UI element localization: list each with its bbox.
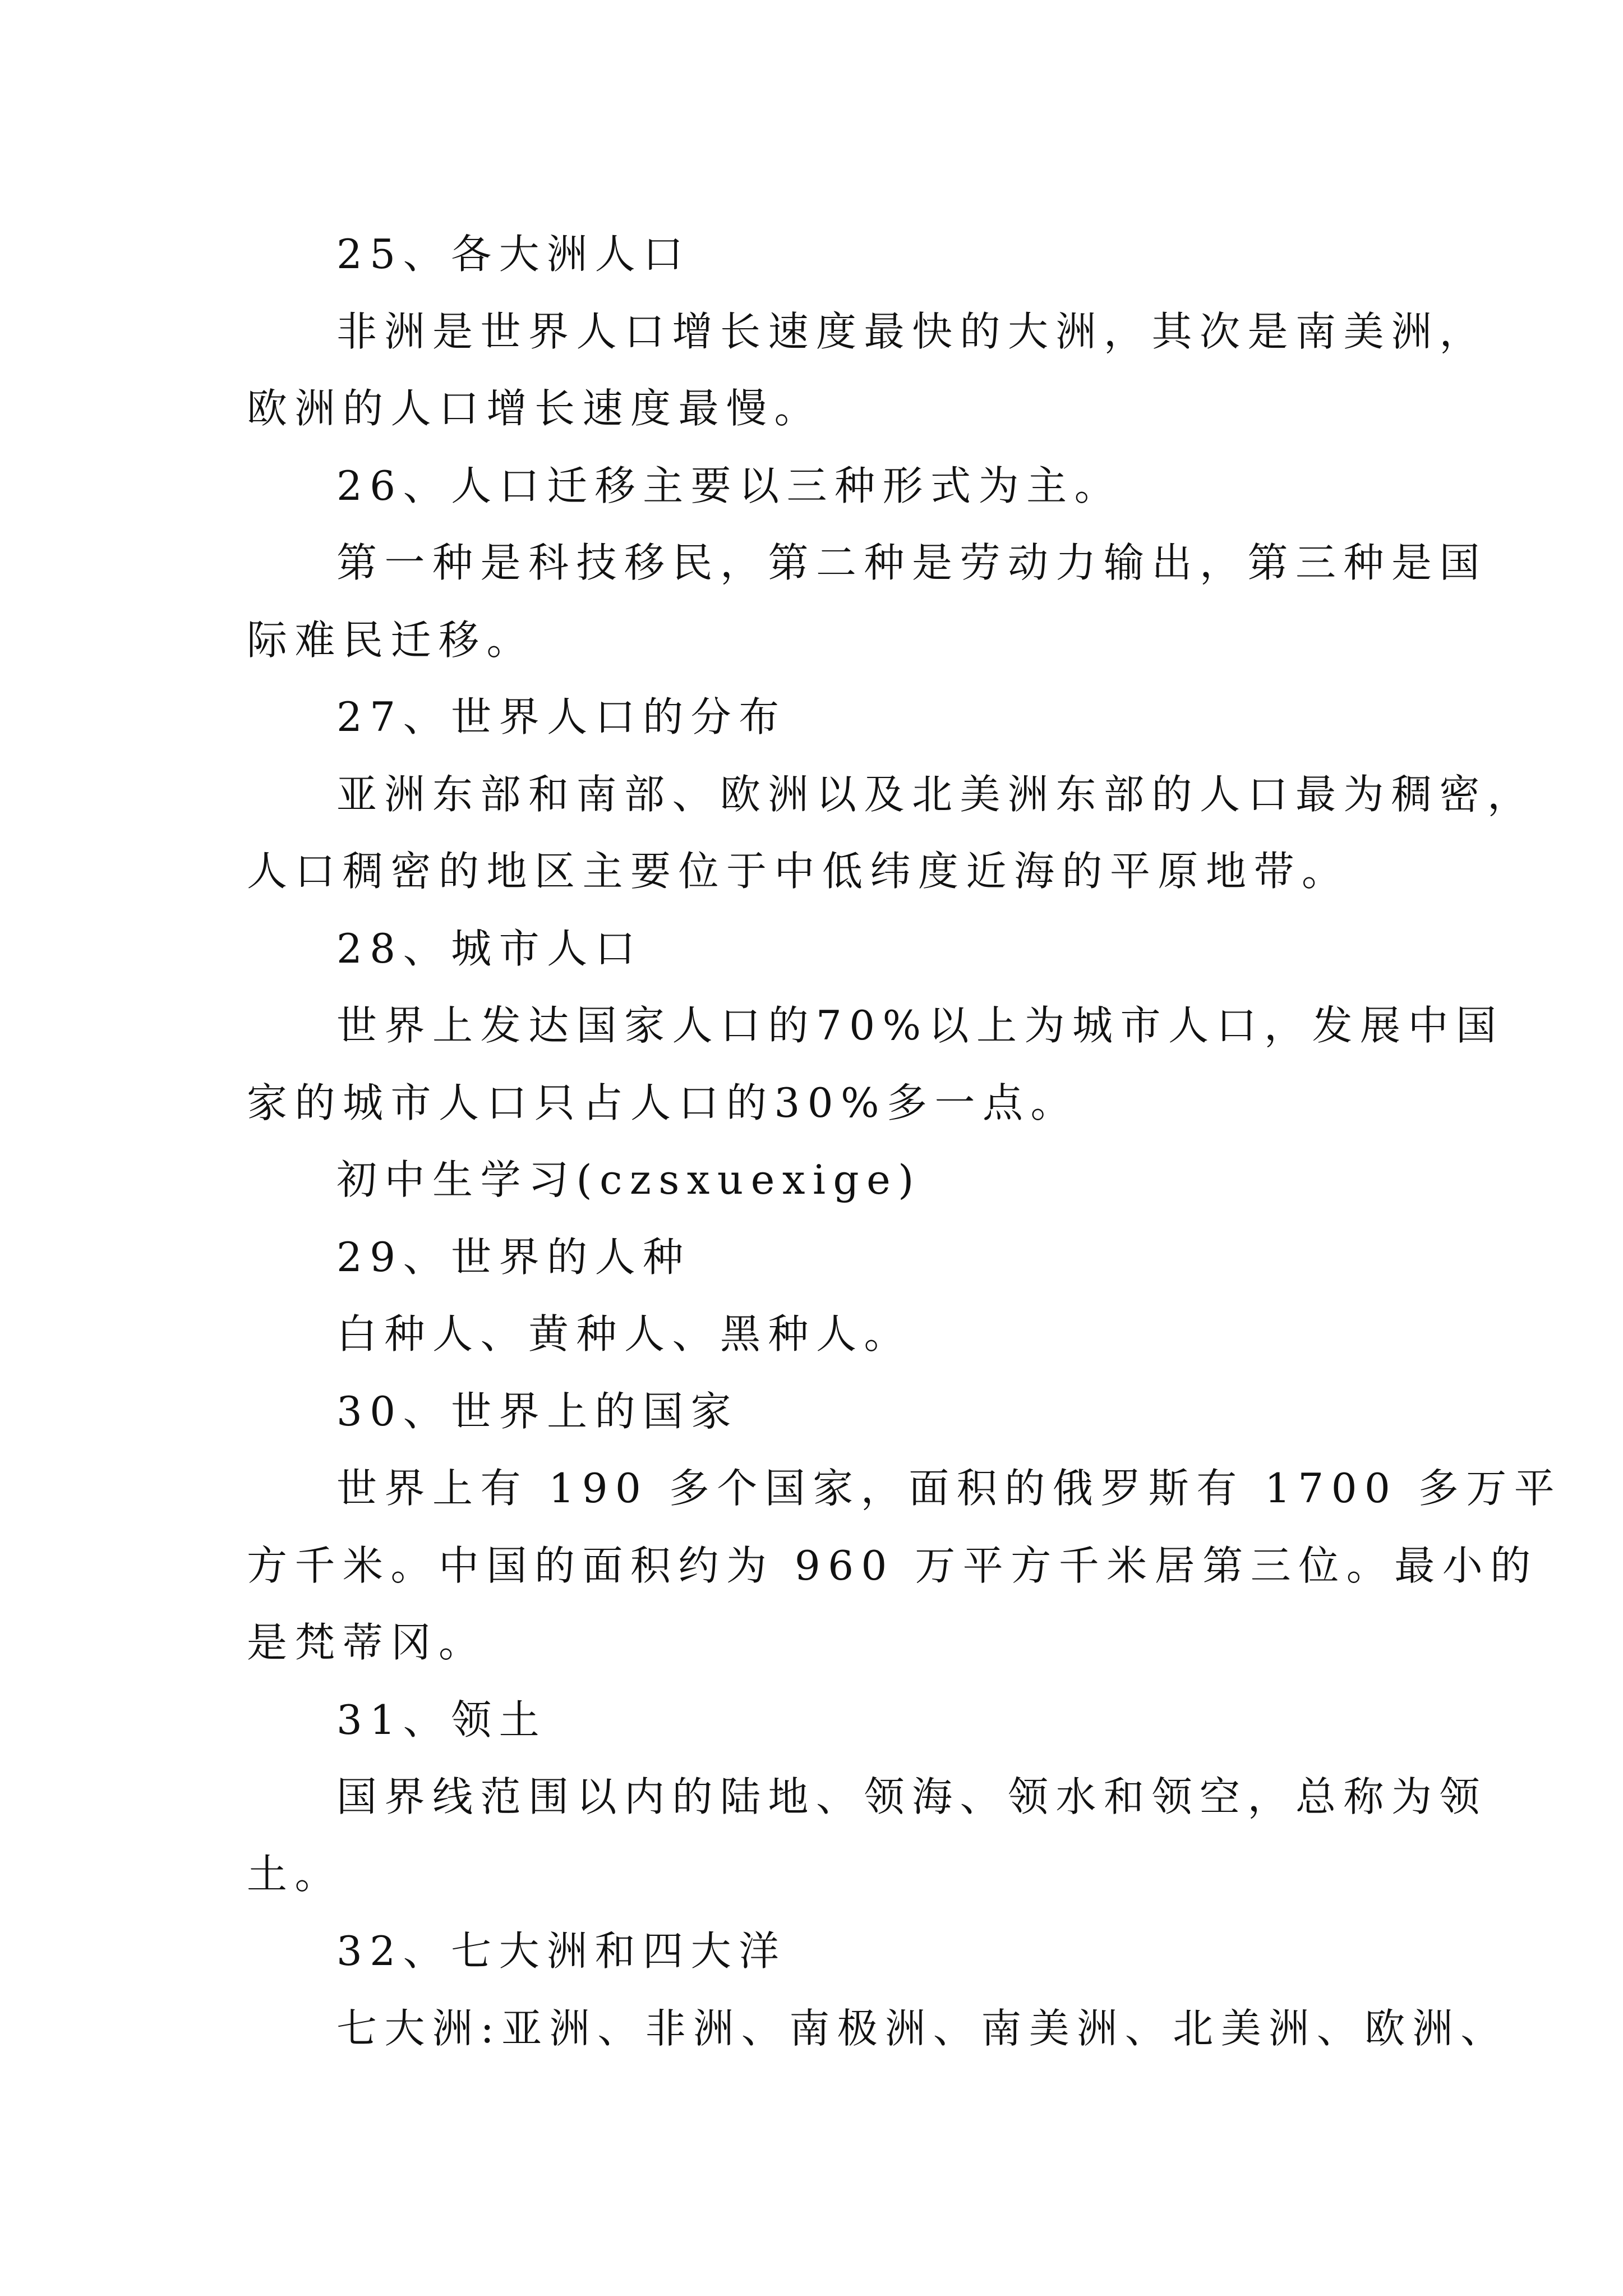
document-body <box>247 216 1562 2067</box>
section-heading-32: 32、七大洲和四大洋 <box>336 1927 787 1975</box>
paragraph-line: 土。 <box>247 1850 343 1898</box>
section-heading-29: 29、世界的人种 <box>336 1233 691 1281</box>
paragraph-line: 七大洲:亚洲、非洲、南极洲、南美洲、北美洲、欧洲、 <box>336 2004 1509 2052</box>
paragraph-line: 是梵蒂冈。 <box>247 1619 487 1666</box>
paragraph-line: 亚洲东部和南部、欧洲以及北美洲东部的人口最为稠密， <box>336 770 1536 818</box>
paragraph-line: 世界上发达国家人口的70%以上为城市人口，发展中国 <box>336 1002 1504 1049</box>
section-heading-28: 28、城市人口 <box>336 924 643 972</box>
paragraph-line: 非洲是世界人口增长速度最快的大洲，其次是南美洲， <box>336 307 1488 355</box>
section-heading-30: 30、世界上的国家 <box>336 1387 739 1435</box>
paragraph-line: 人口稠密的地区主要位于中低纬度近海的平原地带。 <box>247 848 1350 895</box>
source-note: 初中生学习(czsxuexige) <box>336 1156 921 1203</box>
section-heading-25: 25、各大洲人口 <box>336 231 691 278</box>
section-heading-26: 26、人口迁移主要以三种形式为主。 <box>336 462 1123 509</box>
paragraph-line: 世界上有 190 多个国家，面积的俄罗斯有 1700 多万平 <box>336 1465 1562 1512</box>
paragraph-line: 白种人、黄种人、黑种人。 <box>336 1310 912 1358</box>
section-heading-27: 27、世界人口的分布 <box>336 693 787 740</box>
paragraph-line: 欧洲的人口增长速度最慢。 <box>247 385 823 432</box>
paragraph-line: 第一种是科技移民，第二种是劳动力输出，第三种是国 <box>336 539 1488 586</box>
paragraph-line: 家的城市人口只占人口的30%多一点。 <box>247 1079 1079 1126</box>
paragraph-line: 际难民迁移。 <box>247 616 535 664</box>
paragraph-line: 国界线范围以内的陆地、领海、领水和领空，总称为领 <box>336 1773 1488 1820</box>
section-heading-31: 31、领土 <box>336 1696 547 1743</box>
paragraph-line: 方千米。中国的面积约为 960 万平方千米居第三位。最小的 <box>247 1542 1538 1589</box>
